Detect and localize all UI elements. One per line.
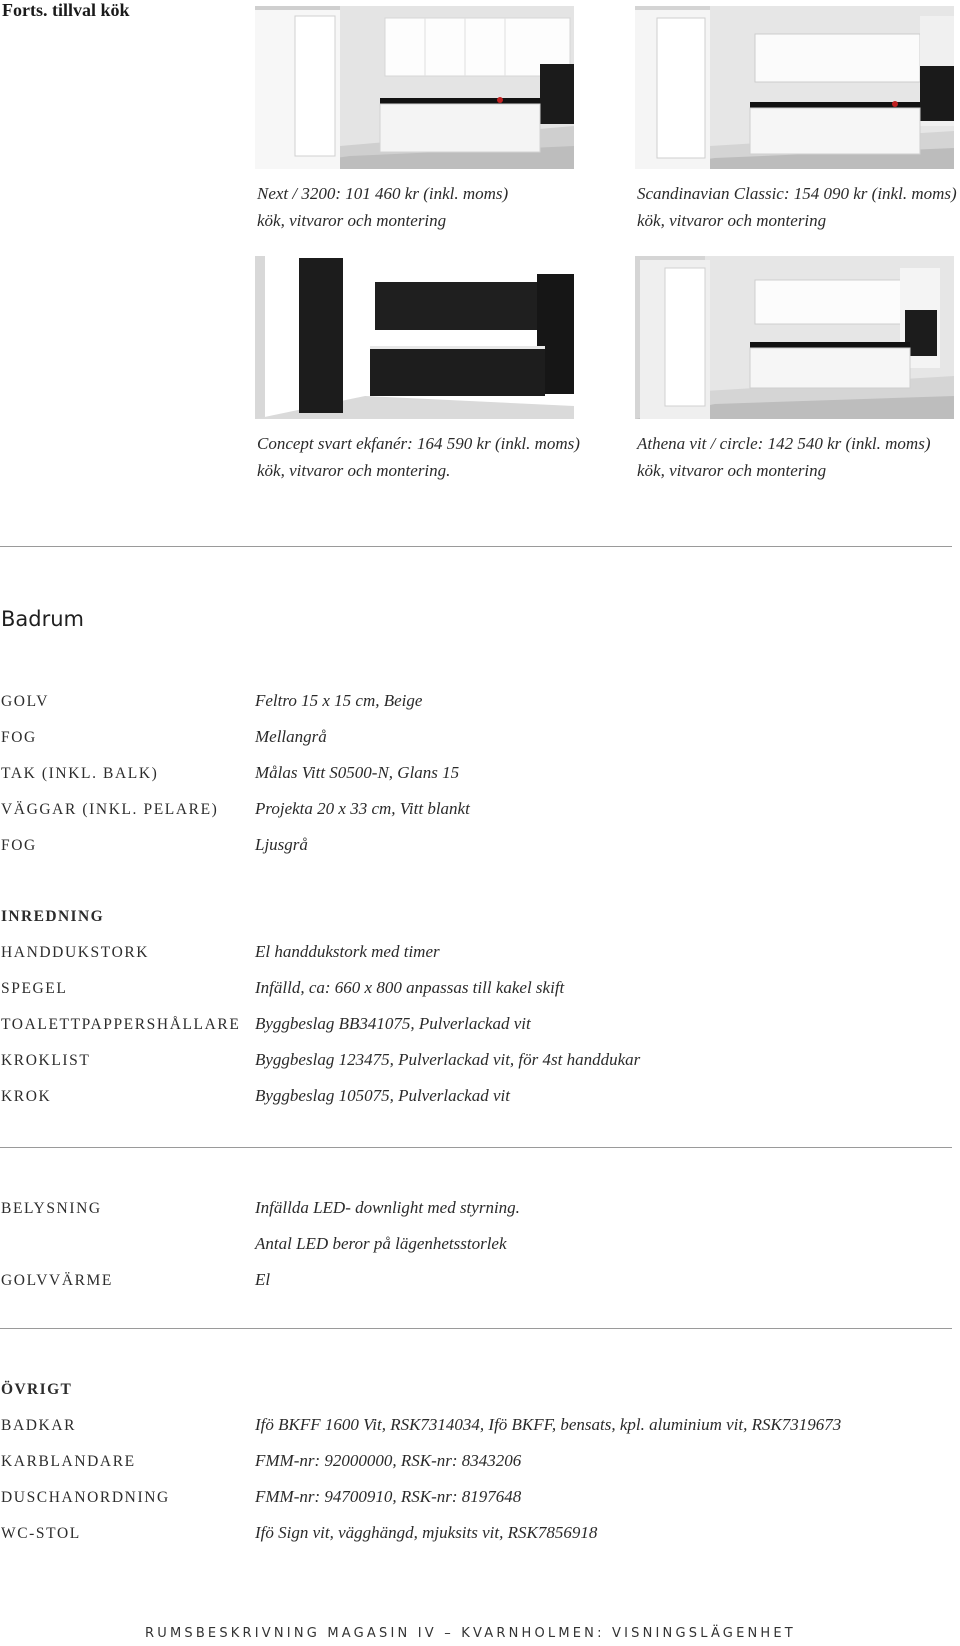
page-title: Forts. tillval kök <box>2 0 130 20</box>
spec-value-wc-stol: Ifö Sign vit, vägghängd, mjuksits vit, RSK7856918 <box>255 1523 598 1542</box>
spec-label-duschanordning: DUSCHANORDNING <box>1 1489 170 1506</box>
page-footer: RUMSBESKRIVNING MAGASIN IV – KVARNHOLMEN: VISNINGSLÄGENHET <box>145 1626 796 1641</box>
spec-value-vaggar: Projekta 20 x 33 cm, Vitt blankt <box>255 799 470 818</box>
caption-line-price: Next / 3200: 101 460 kr (inkl. moms) <box>257 184 509 203</box>
spec-value-karblandare: FMM-nr: 92000000, RSK-nr: 8343206 <box>255 1451 522 1470</box>
kitchen-photo-athena <box>635 256 954 419</box>
kitchen-photo-scandinavian-classic <box>635 6 954 169</box>
spec-value-golv: Feltro 15 x 15 cm, Beige <box>255 691 423 710</box>
section-divider <box>0 546 952 547</box>
kitchen-caption-scandinavian-classic <box>637 180 957 234</box>
caption-line-price: Athena vit / circle: 142 540 kr (inkl. moms) <box>637 434 931 453</box>
spec-label-fog: FOG <box>1 729 37 746</box>
caption-line-includes: kök, vitvaror och montering. <box>257 461 451 480</box>
spec-value-badkar: Ifö BKFF 1600 Vit, RSK7314034, Ifö BKFF, bensats, kpl. aluminium vit, RSK7319673 <box>255 1415 842 1434</box>
spec-value-spegel: Infälld, ca: 660 x 800 anpassas till kakel skift <box>255 978 565 997</box>
spec-label-badkar: BADKAR <box>1 1417 77 1434</box>
spec-label-handdukstork: HANDDUKSTORK <box>1 944 150 961</box>
spec-label-karblandare: KARBLANDARE <box>1 1453 136 1470</box>
spec-value-belysning-note: Antal LED beror på lägenhetsstorlek <box>255 1234 507 1253</box>
spec-value-fog: Mellangrå <box>255 727 327 746</box>
caption-line-price: Scandinavian Classic: 154 090 kr (inkl. moms) <box>637 184 957 203</box>
kitchen-caption-concept-black <box>257 430 580 484</box>
spec-value-duschanordning: FMM-nr: 94700910, RSK-nr: 8197648 <box>255 1487 522 1506</box>
spec-value-kroklist: Byggbeslag 123475, Pulverlackad vit, för 4st handdukar <box>255 1050 641 1069</box>
spec-value-golvvarme: El <box>255 1270 271 1289</box>
spec-label-spegel: SPEGEL <box>1 980 68 997</box>
section-heading-badrum: Badrum <box>1 607 85 631</box>
spec-label-kroklist: KROKLIST <box>1 1052 91 1069</box>
spec-label-fog-2: FOG <box>1 837 37 854</box>
spec-value-tak: Målas Vitt S0500-N, Glans 15 <box>255 763 460 782</box>
caption-line-includes: kök, vitvaror och montering <box>257 211 447 230</box>
subheading-inredning: INREDNING <box>1 908 105 925</box>
spec-label-wc-stol: WC-STOL <box>1 1525 81 1542</box>
spec-label-tak: TAK (INKL. BALK) <box>1 765 159 782</box>
spec-value-krok: Byggbeslag 105075, Pulverlackad vit <box>255 1086 510 1105</box>
kitchen-photo-concept-black <box>255 256 574 419</box>
spec-label-golv: GOLV <box>1 693 50 710</box>
kitchen-caption-athena <box>637 430 931 484</box>
kitchen-caption-next <box>257 180 508 234</box>
spec-label-belysning: BELYSNING <box>1 1200 102 1217</box>
kitchen-photo-next <box>255 6 574 169</box>
spec-label-krok: KROK <box>1 1088 52 1105</box>
section-divider <box>0 1147 952 1148</box>
caption-line-includes: kök, vitvaror och montering <box>637 211 827 230</box>
caption-line-includes: kök, vitvaror och montering <box>637 461 827 480</box>
spec-value-handdukstork: El handdukstork med timer <box>255 942 440 961</box>
spec-label-vaggar: VÄGGAR (INKL. PELARE) <box>1 801 219 818</box>
spec-value-belysning: Infällda LED- downlight med styrning. <box>255 1198 520 1217</box>
spec-label-golvvarme: GOLVVÄRME <box>1 1272 114 1289</box>
spec-value-fog-2: Ljusgrå <box>255 835 308 854</box>
spec-label-toalettpappershallare: TOALETTPAPPERSHÅLLARE <box>1 1016 241 1033</box>
subheading-ovrigt: ÖVRIGT <box>1 1381 73 1398</box>
caption-line-price: Concept svart ekfanér: 164 590 kr (inkl. moms) <box>257 434 580 453</box>
spec-value-toalettpappershallare: Byggbeslag BB341075, Pulverlackad vit <box>255 1014 531 1033</box>
section-divider <box>0 1328 952 1329</box>
